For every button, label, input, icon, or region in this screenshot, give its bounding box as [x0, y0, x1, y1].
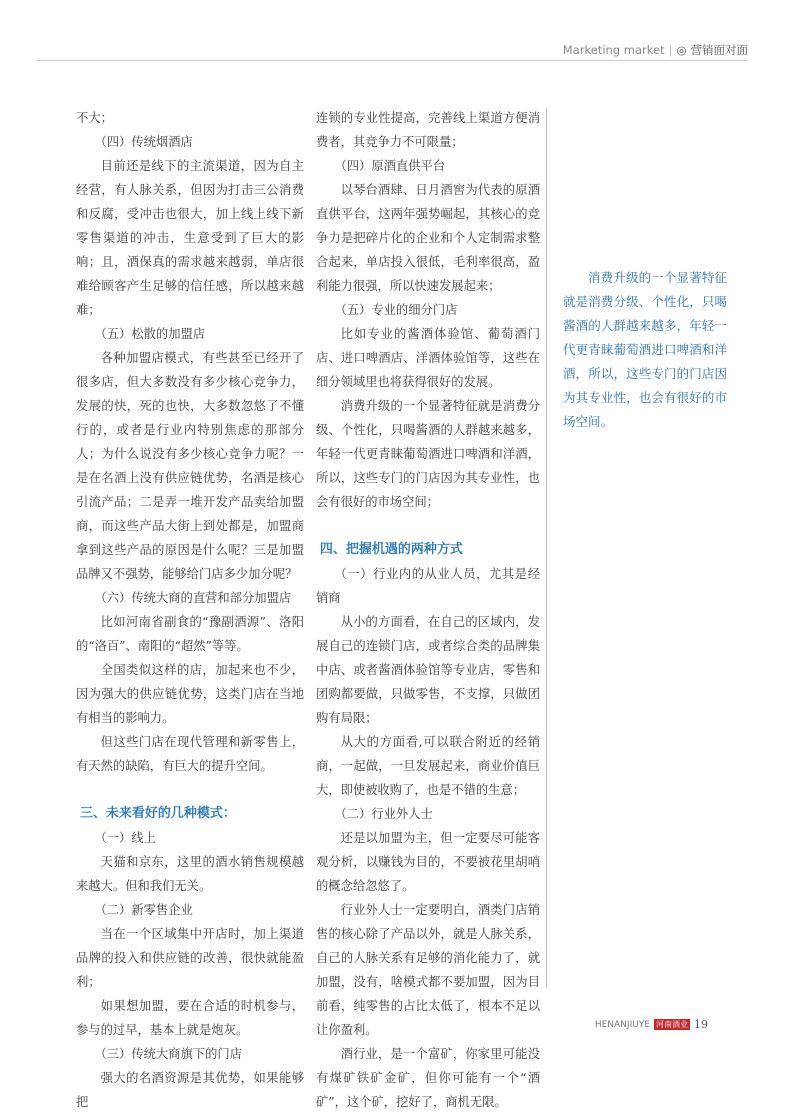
body-paragraph: 天猫和京东，这里的酒水销售规模越来越大。但和我们无关。	[76, 855, 304, 893]
subsection-heading: （二）新零售企业	[94, 903, 193, 917]
body-paragraph: 以琴台酒肆、日月酒窖为代表的原酒直供平台，这两年强势崛起，其核心的竞争力是把碎片化的企业和个人定制需求整合起来，单店投入很低，毛利率很高，盈利能力很强，所以快速发展起来；	[316, 183, 540, 293]
column-divider	[546, 108, 547, 988]
section-name: 营销面对面	[690, 43, 748, 57]
page-footer	[595, 1018, 708, 1031]
body-paragraph: 但这些门店在现代管理和新零售上，有天然的缺陷，有巨大的提升空间。	[76, 735, 304, 773]
subsection-heading: （一）行业内的从业人员，尤其是经销商	[316, 567, 540, 605]
section-heading: 四、把握机遇的两种方式	[319, 542, 463, 557]
body-paragraph: 不大；	[76, 111, 113, 125]
body-paragraph: 比如河南省副食的“豫副酒源”、洛阳的“洛百”、南阳的“超然”等等。	[76, 615, 304, 653]
page-number: 19	[694, 1018, 708, 1031]
body-paragraph: 比如专业的酱酒体验馆、葡萄酒门店、进口啤酒店、洋酒体验馆等，这些在细分领域里也将获得很好的发展。	[316, 327, 540, 389]
header-separator: |	[668, 43, 673, 57]
publication-name: Marketing market	[562, 43, 665, 57]
article-column-2	[316, 106, 540, 1114]
section-spacer	[316, 514, 540, 538]
body-paragraph: 强大的名酒资源是其优势，如果能够把	[76, 1071, 304, 1109]
subsection-heading: （四）传统烟酒店	[94, 135, 193, 149]
body-paragraph: 当在一个区域集中开店时，加上渠道品牌的投入和供应链的改善，很快就能盈利；	[76, 927, 304, 989]
pull-quote	[563, 266, 727, 434]
pull-quote-text: 消费升级的一个显著特征就是消费分级、个性化，只喝酱酒的人群越来越多，年轻一代更青睐葡萄酒进口啤酒和洋酒，所以，这些专门的门店因为其专业性，也会有很好的市场空间。	[563, 270, 727, 429]
body-paragraph: 连锁的专业性提高，完善线上渠道方便消费者，其竞争力不可限量；	[316, 111, 540, 149]
subsection-heading: （四）原酒直供平台	[334, 159, 446, 173]
subsection-heading: （五）专业的细分门店	[334, 303, 458, 317]
body-paragraph: 如果想加盟，要在合适的时机参与，参与的过早，基本上就是炮灰。	[76, 999, 304, 1037]
section-heading: 三、未来看好的几种模式：	[79, 806, 236, 821]
header-rule	[36, 60, 748, 61]
section-spacer	[76, 778, 304, 802]
body-paragraph: 目前还是线下的主流渠道，因为自主经营，有人脉关系，但因为打击三公消费和反腐，受冲击也很大，加上线上线下新零售渠道的冲击，生意受到了巨大的影响；且，酒保真的需求越来越弱，单店很难给顾客产生足够的信任感，所以越来越难；	[76, 159, 304, 317]
body-paragraph: 从小的方面看，在自己的区域内，发展自己的连锁门店，或者综合类的品牌集中店、或者酱酒体验馆等专业店，零售和团购都要做，只做零售，不支撑，只做团购有局限；	[316, 615, 540, 725]
subsection-heading: （三）传统大商旗下的门店	[94, 1047, 243, 1061]
subsection-heading: （五）松散的加盟店	[94, 327, 206, 341]
subsection-heading: （一）线上	[94, 831, 156, 845]
article-column-1	[76, 106, 304, 1114]
body-paragraph: 从大的方面看,可以联合附近的经销商，一起做，一旦发展起来，商业价值巨大，即使被收购了，也是不错的生意；	[316, 735, 540, 797]
body-paragraph: 酒行业，是一个富矿，你家里可能没有煤矿铁矿金矿，但你可能有一个“酒矿”，这个矿，挖好了，商机无限。	[316, 1047, 540, 1109]
body-paragraph: 行业外人士一定要明白，酒类门店销售的核心除了产品以外，就是人脉关系，自己的人脉关系有足够的消化能力了，就加盟，没有，啥模式都不要加盟，因为目前看，纯零售的占比太低了，根本不足以让你盈利。	[316, 903, 540, 1037]
body-paragraph: 消费升级的一个显著特征就是消费分级、个性化，只喝酱酒的人群越来越多，年轻一代更青睐葡萄酒进口啤酒和洋酒，所以，这些专门的门店因为其专业性，也会有很好的市场空间；	[316, 399, 540, 509]
body-paragraph: 还是以加盟为主，但一定要尽可能客观分析，以赚钱为目的，不要被花里胡哨的概念给忽悠了。	[316, 831, 540, 893]
body-paragraph: 各种加盟店模式，有些甚至已经开了很多店，但大多数没有多少核心竞争力，发展的快，死的也快，大多数忽悠了不懂行的，或者是行业内特别焦虑的那部分人；为什么说没有多少核心竞争力呢？一是在名酒上没有供应链优势，名酒是核心引流产品；二是弄一堆开发产品卖给加盟商，而这些产品大街上到处都是，加盟商拿到这些产品的原因是什么呢？三是加盟品牌又不强势，能够给门店多少加分呢？	[76, 351, 304, 581]
section-mark: ◎	[676, 43, 687, 57]
body-paragraph: 全国类似这样的店，加起来也不少，因为强大的供应链优势，这类门店在当地有相当的影响力。	[76, 663, 304, 725]
subsection-heading: （二）行业外人士	[334, 807, 433, 821]
page-header	[563, 42, 748, 58]
subsection-heading: （六）传统大商的直营和部分加盟店	[94, 591, 292, 605]
footer-brand: HENANJIUYE	[594, 1019, 650, 1030]
magazine-logo: 河南酒业	[656, 1020, 688, 1029]
